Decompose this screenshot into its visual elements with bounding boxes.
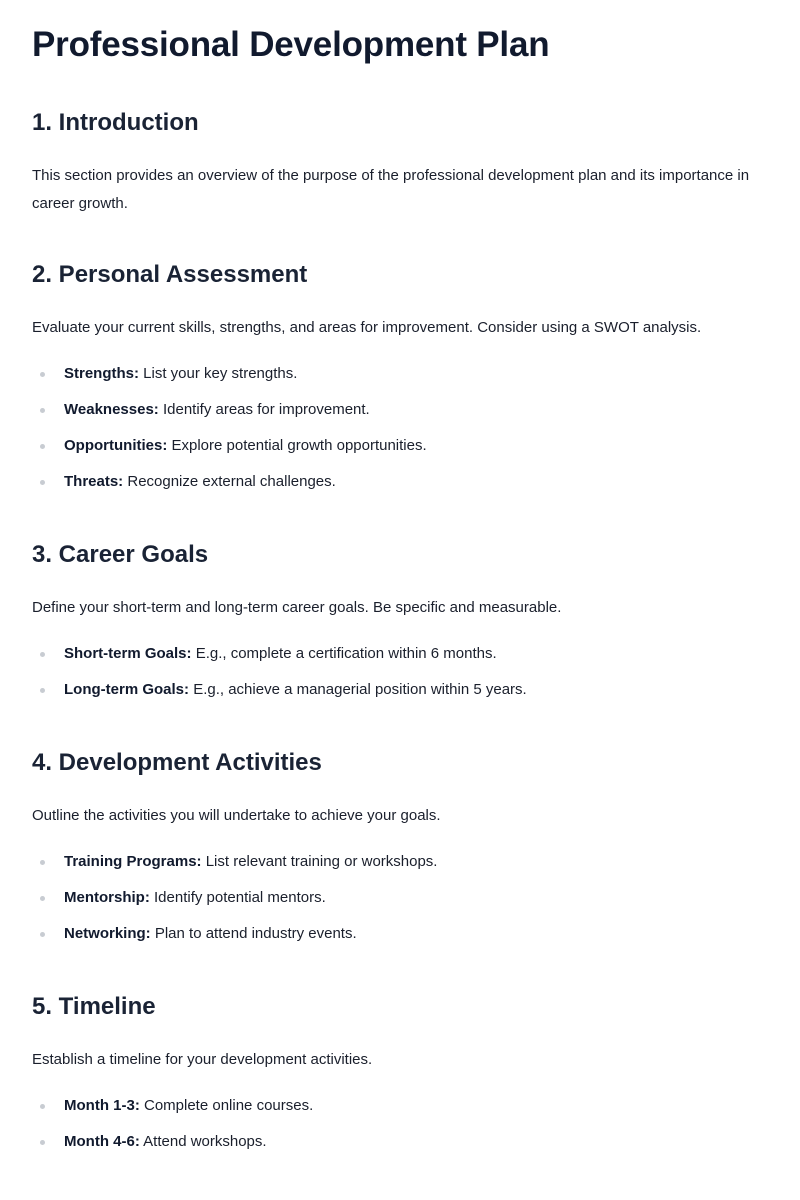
bullet-icon [40, 480, 45, 485]
item-text: Identify potential mentors. [154, 889, 326, 906]
section-career-goals [32, 540, 768, 702]
item-term: Long-term Goals: [64, 681, 190, 698]
section-description: Define your short-term and long-term career goals. Be specific and measurable. [32, 599, 562, 616]
list-item [32, 1094, 768, 1118]
item-term: Short-term Goals: [64, 645, 192, 662]
bullet-icon [40, 688, 45, 693]
timeline-list [32, 1094, 768, 1154]
bullet-icon [40, 860, 45, 865]
section-personal-assessment [32, 260, 768, 494]
bullet-icon [40, 408, 45, 413]
item-term: Weaknesses: [64, 401, 159, 418]
list-item [32, 850, 768, 874]
item-text: Complete online courses. [144, 1097, 314, 1114]
list-item [32, 470, 768, 494]
bullet-icon [40, 932, 45, 937]
section-description: Establish a timeline for your development activities. [32, 1051, 373, 1068]
bullet-icon [40, 372, 45, 377]
activities-list [32, 850, 768, 946]
list-item [32, 678, 768, 702]
section-heading: 2. Personal Assessment [32, 261, 308, 288]
item-text: E.g., complete a certification within 6 months. [195, 645, 497, 662]
list-item [32, 642, 768, 666]
item-term: Threats: [64, 473, 124, 490]
section-description: This section provides an overview of the purpose of the professional development plan and its importance in career growth. [32, 167, 750, 212]
item-term: Mentorship: [64, 889, 150, 906]
section-timeline [32, 992, 768, 1154]
list-item [32, 362, 768, 386]
item-text: List relevant training or workshops. [205, 853, 438, 870]
list-item [32, 434, 768, 458]
bullet-icon [40, 896, 45, 901]
item-term: Month 4-6: [64, 1133, 140, 1150]
item-text: Identify areas for improvement. [162, 401, 370, 418]
section-heading: 5. Timeline [32, 993, 156, 1020]
bullet-icon [40, 1104, 45, 1109]
list-item [32, 1130, 768, 1154]
section-development-activities [32, 748, 768, 946]
list-item [32, 922, 768, 946]
section-heading: 3. Career Goals [32, 541, 209, 568]
item-term: Opportunities: [64, 437, 168, 454]
section-description: Evaluate your current skills, strengths, and areas for improvement. Consider using a SWOT analysis. [32, 319, 702, 336]
item-text: List your key strengths. [143, 365, 298, 382]
item-text: E.g., achieve a managerial position within 5 years. [193, 681, 527, 698]
page-title: Professional Development Plan [32, 25, 550, 64]
bullet-icon [40, 652, 45, 657]
item-text: Recognize external challenges. [127, 473, 336, 490]
list-item [32, 398, 768, 422]
section-heading: 4. Development Activities [32, 749, 322, 776]
section-introduction [32, 108, 768, 218]
section-heading: 1. Introduction [32, 109, 199, 136]
bullet-icon [40, 1140, 45, 1145]
item-term: Training Programs: [64, 853, 202, 870]
item-text: Attend workshops. [143, 1133, 267, 1150]
item-term: Month 1-3: [64, 1097, 140, 1114]
item-term: Networking: [64, 925, 151, 942]
assessment-list [32, 362, 768, 494]
section-description: Outline the activities you will undertake to achieve your goals. [32, 807, 441, 824]
list-item [32, 886, 768, 910]
item-text: Plan to attend industry events. [154, 925, 357, 942]
goals-list [32, 642, 768, 702]
item-text: Explore potential growth opportunities. [171, 437, 427, 454]
bullet-icon [40, 444, 45, 449]
item-term: Strengths: [64, 365, 139, 382]
